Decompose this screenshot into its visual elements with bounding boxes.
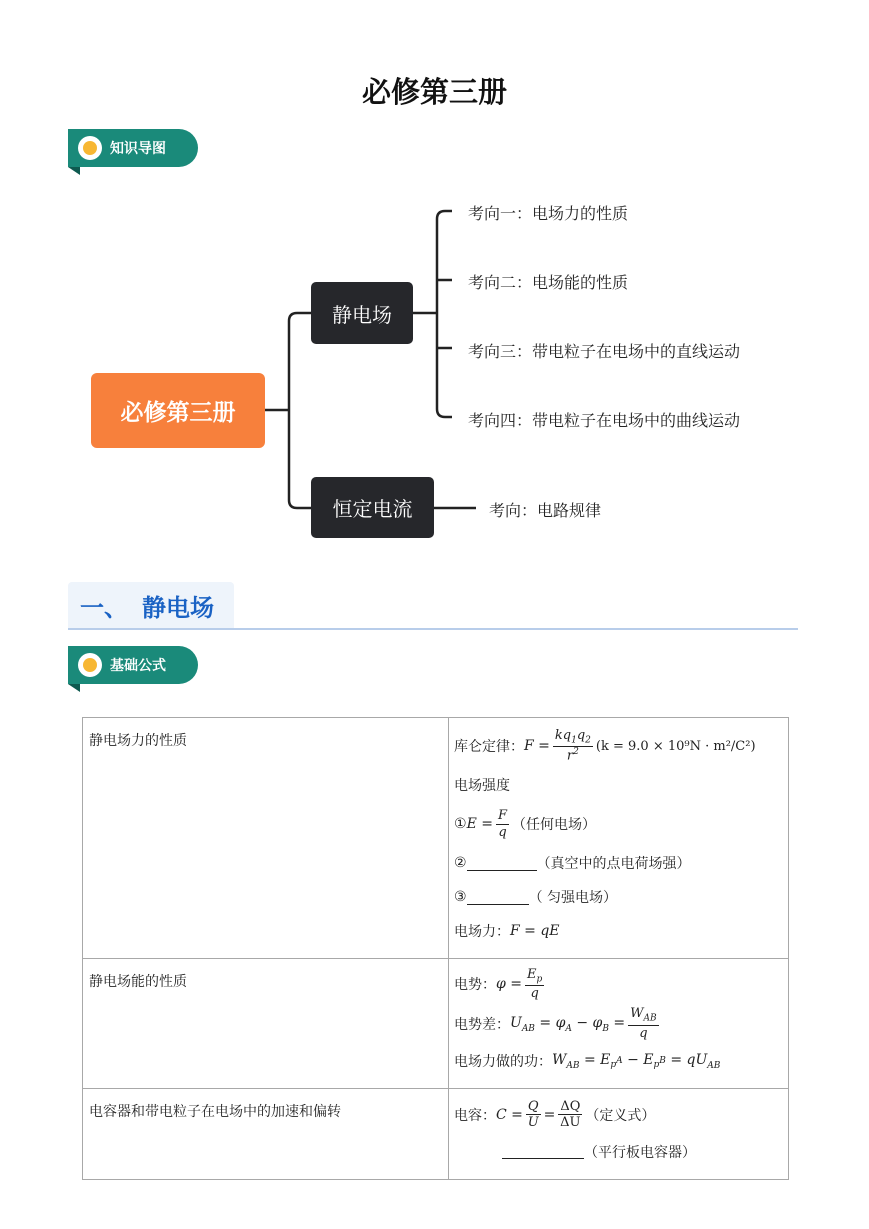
formula-note: （任何电场） — [512, 817, 596, 833]
item-marker: ③ — [454, 889, 467, 905]
fraction: $\frac{F}{q}$ — [497, 807, 507, 840]
formula-label: 库仑定律： — [454, 739, 524, 755]
formula-label: 电势差： — [454, 1016, 510, 1033]
formula-label: 电场强度 — [454, 778, 510, 794]
formula-cell — [449, 718, 789, 959]
mindmap-leaf: 考向：电路规律 — [489, 501, 602, 520]
answer-blank[interactable] — [467, 856, 537, 871]
topic-cell: 电容器和带电粒子在电场中的加速和偏转 — [83, 1088, 449, 1179]
table-row — [83, 718, 789, 959]
mindmap-connectors — [0, 0, 869, 560]
field-formula: E = — [466, 816, 493, 832]
answer-blank[interactable] — [502, 1144, 584, 1159]
formula-label: 电容： — [454, 1107, 496, 1124]
tag-label: 知识导图 — [110, 141, 166, 157]
formula-tag — [68, 646, 198, 692]
table-row — [83, 959, 789, 1089]
formula-label: 电场力做的功： — [454, 1053, 552, 1070]
formula-label: 电势： — [454, 977, 496, 994]
tag-fold — [68, 684, 80, 692]
item-marker: ① — [454, 816, 467, 832]
mindmap-leaf: 考向三：带电粒子在电场中的直线运动 — [468, 342, 741, 361]
fraction: $W_{AB}$ q — [630, 1006, 657, 1041]
lightbulb-icon — [78, 653, 102, 677]
formula-note: （ 匀强电场） — [528, 890, 618, 906]
mindmap-root: 必修第三册 — [91, 373, 265, 448]
formula-label: 电场力： — [454, 924, 510, 940]
mindmap-leaf: 考向二：电场能的性质 — [468, 273, 629, 292]
table-row — [83, 1088, 789, 1179]
page-title: 必修第三册 — [361, 75, 507, 109]
section-title: 静电场 — [142, 593, 214, 622]
section-heading — [68, 582, 234, 628]
force-formula: F = qE — [510, 923, 560, 939]
section-number: 一、 — [80, 593, 128, 622]
fraction: $\frac{\Delta Q}{\Delta U}$ — [560, 1098, 581, 1131]
formula-note: （定义式） — [585, 1107, 656, 1124]
mindmap-leaf: 考向一：电场力的性质 — [468, 204, 629, 223]
coulomb-constant: (k = 9.0 × 10⁹N · m²/C²) — [595, 738, 756, 754]
fraction: $\frac{Q}{U}$ — [527, 1098, 539, 1131]
coulomb-formula: F = — [524, 738, 550, 754]
mindmap-node-current: 恒定电流 — [311, 477, 434, 538]
formula-note: （平行板电容器） — [584, 1144, 696, 1161]
potential-difference-formula: $U_{AB} = \varphi_A - \varphi_B$ = — [510, 1014, 626, 1034]
formula-note: （真空中的点电荷场强） — [536, 856, 691, 872]
formula-cell: 电容： C = $\frac{Q}{U}$ = $\frac{\Delta Q}{\Delta U}$ （定义式） （平行板电容器） — [449, 1088, 789, 1179]
tag-label: 基础公式 — [110, 658, 166, 674]
capacitance-formula: C = — [496, 1106, 523, 1123]
item-marker: ② — [454, 855, 467, 871]
mindmap-node-electrostatics: 静电场 — [311, 282, 413, 344]
potential-formula: φ = — [496, 976, 522, 993]
mindmap-leaf: 考向四：带电粒子在电场中的曲线运动 — [468, 411, 741, 430]
topic-cell: 静电场能的性质 — [83, 959, 449, 1089]
work-formula: $W_{AB} = E_{p^A} - E_{p^B} = qU_{AB}$ — [552, 1051, 721, 1071]
fraction: $\frac{E_p}{q}$ — [526, 967, 543, 1002]
formula-cell — [449, 959, 789, 1089]
answer-blank[interactable] — [467, 890, 529, 905]
section-divider — [68, 628, 798, 630]
topic-cell: 静电场力的性质 — [83, 718, 449, 959]
fraction: $\frac{kq_1q_2}{r^2}$ — [554, 727, 591, 764]
formula-table — [82, 717, 789, 1180]
